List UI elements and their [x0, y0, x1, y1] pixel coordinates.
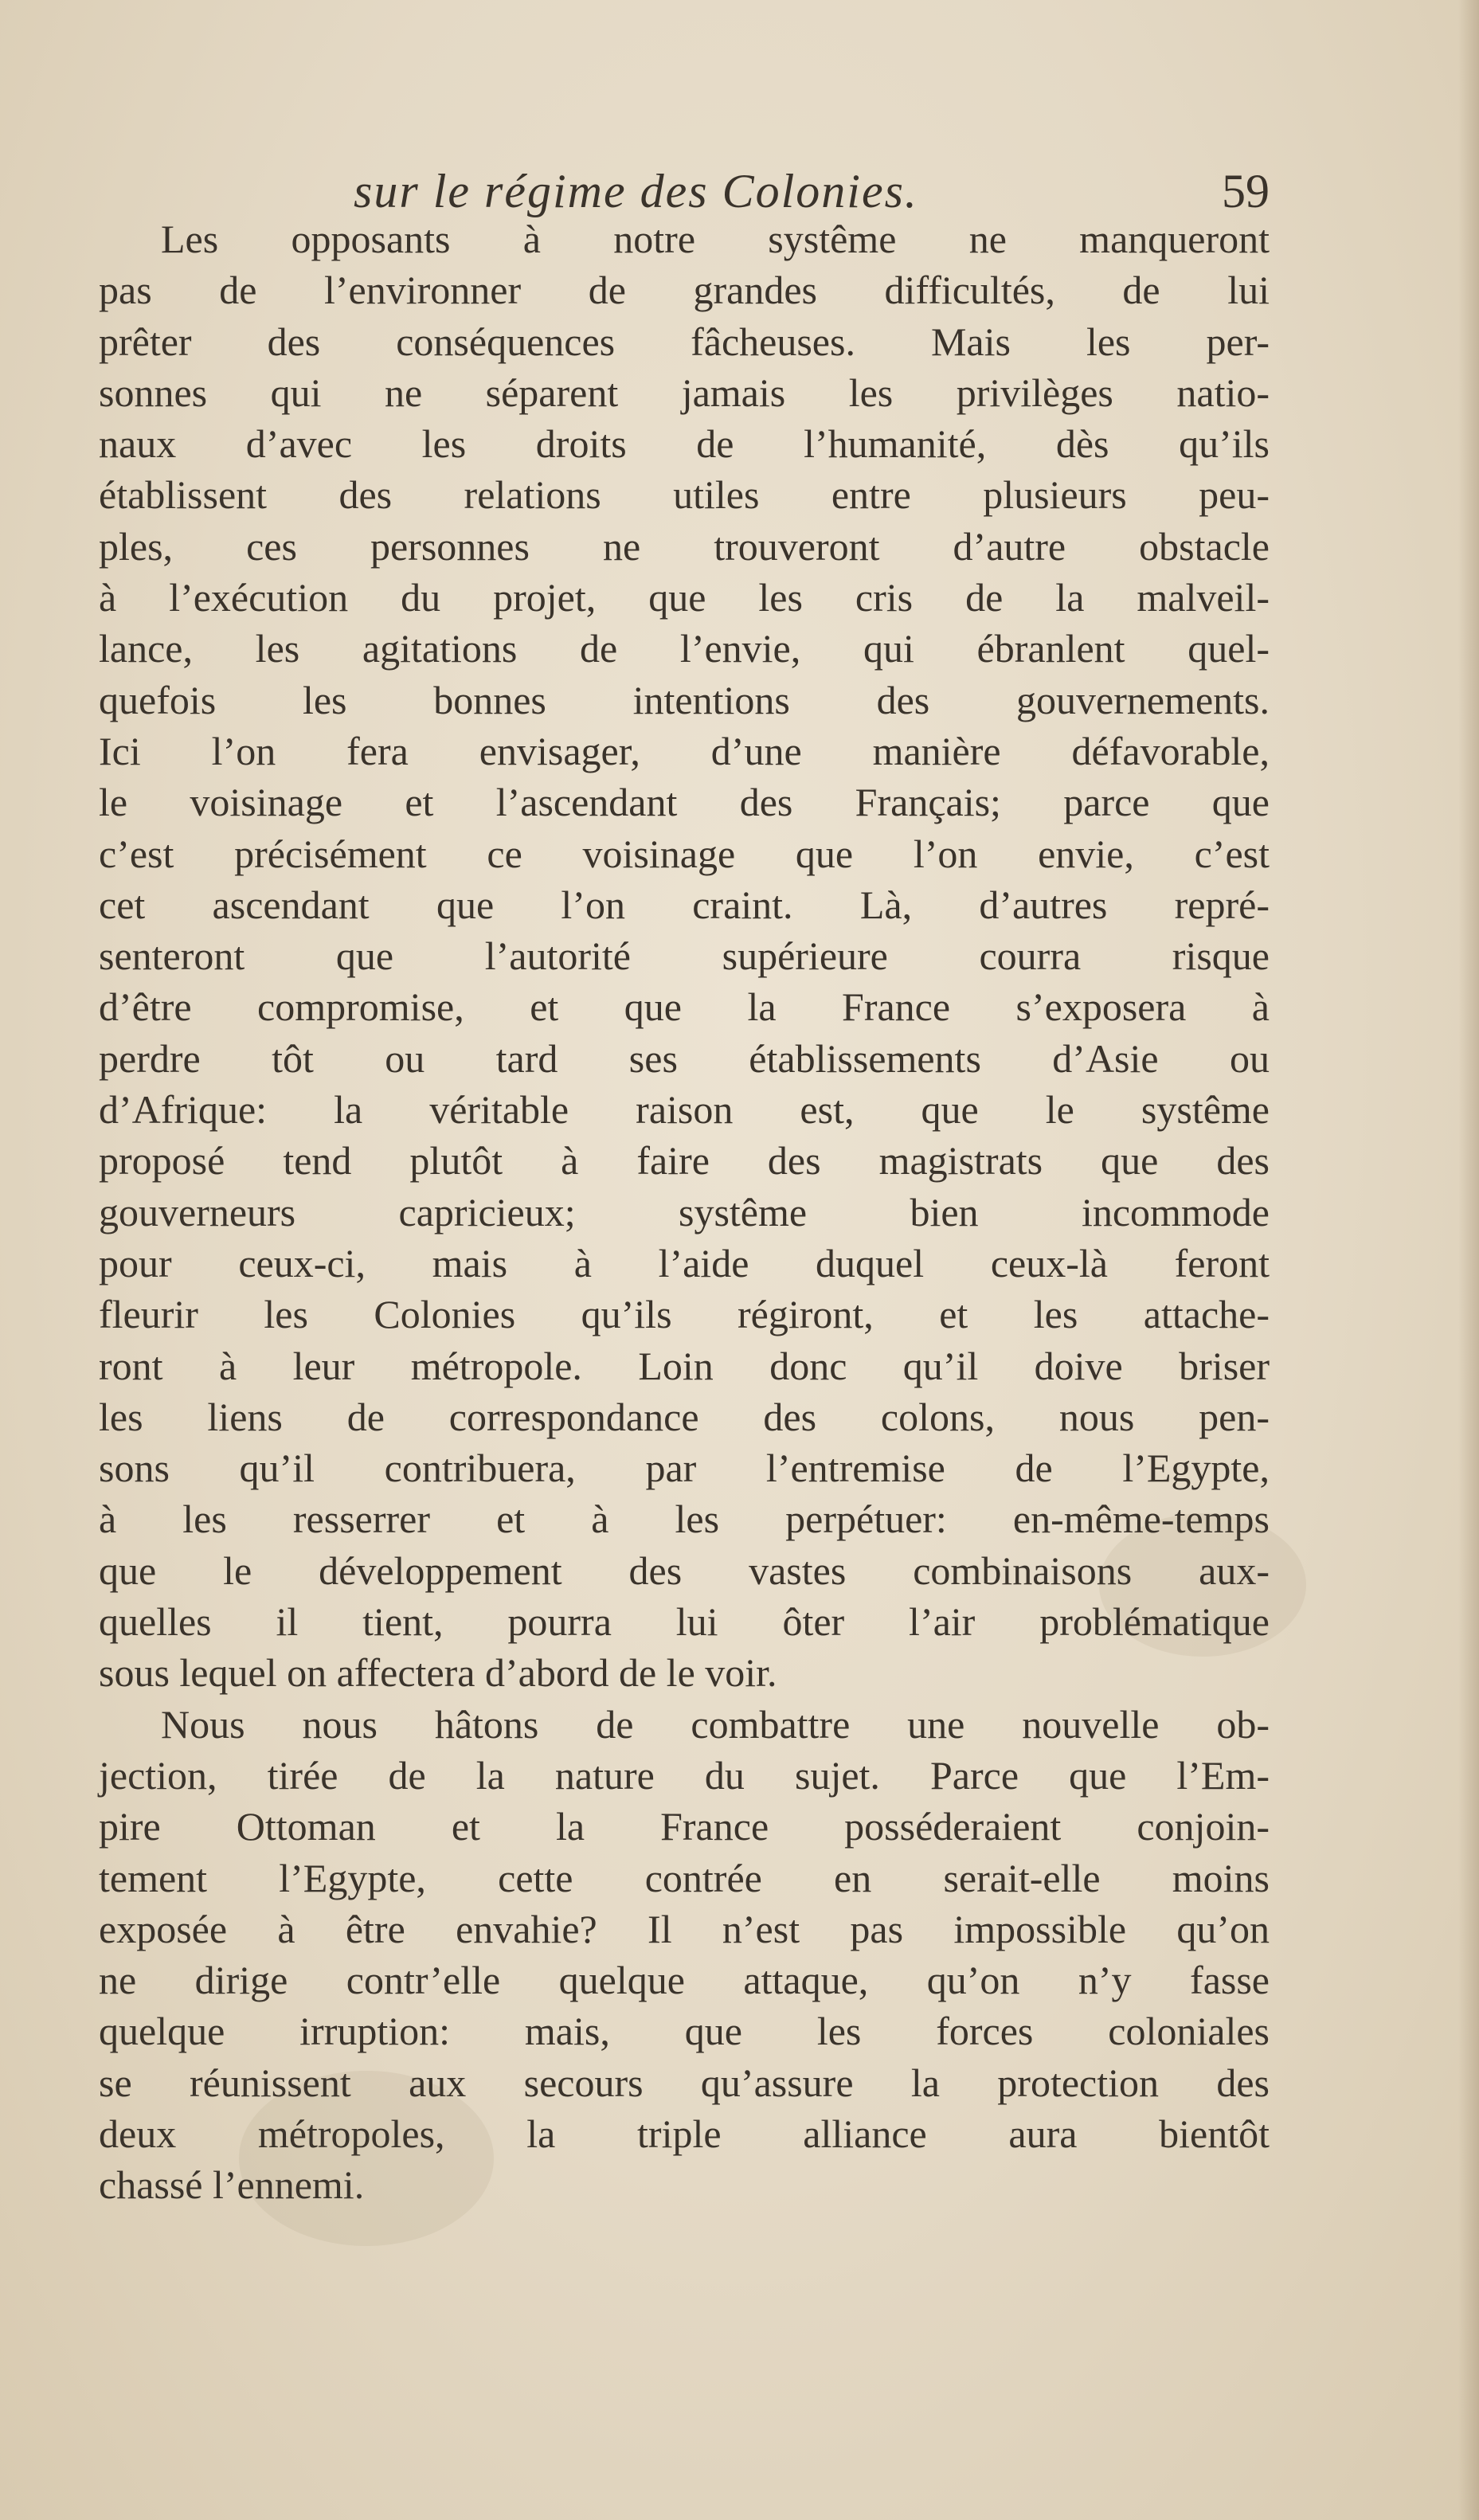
text-line: ront à leur métropole. Loin donc qu’il doive briser [99, 1343, 1270, 1388]
text-line: d’être compromise, et que la France s’exposera à [99, 984, 1270, 1030]
text-line: chassé l’ennemi. [99, 2162, 365, 2208]
text-line: senteront que l’autorité supérieure courra risque [99, 933, 1270, 979]
paragraph-1 [99, 213, 1270, 1699]
text-line: deux métropoles, la triple alliance aura bientôt [99, 2111, 1270, 2156]
text-line: le voisinage et l’ascendant des Français; parce que [99, 780, 1270, 825]
text-line: à l’exécution du projet, que les cris de la malveil- [99, 575, 1270, 620]
text-line: Ici l’on fera envisager, d’une manière défavorable, [99, 728, 1270, 773]
text-line: lance, les agitations de l’envie, qui ébranlent quel- [99, 626, 1270, 671]
text-line: établissent des relations utiles entre plusieurs peu- [99, 472, 1270, 518]
text-line: quelles il tient, pourra lui ôter l’air problématique [99, 1599, 1270, 1645]
text-line: pas de l’environner de grandes difficultés, de lui [99, 268, 1270, 313]
text-line: sons qu’il contribuera, par l’entremise de l’Egypte, [99, 1446, 1270, 1491]
text-line: prêter des conséquences fâcheuses. Mais les per- [99, 319, 1270, 364]
text-line: ne dirige contr’elle quelque attaque, qu’on n’y fasse [99, 1958, 1270, 2003]
text-line: à les resserrer et à les perpétuer: en-même-temps [99, 1497, 1270, 1542]
paragraph-2 [99, 1699, 1270, 2211]
page-edge-shadow [1458, 0, 1479, 2520]
running-title: sur le régime des Colonies. [354, 165, 918, 217]
text-line: naux d’avec les droits de l’humanité, dès qu’ils [99, 421, 1270, 467]
text-line: que le développement des vastes combinaisons aux- [99, 1548, 1270, 1593]
text-line: tement l’Egypte, cette contrée en serait-elle moins [99, 1855, 1270, 1900]
text-line: jection, tirée de la nature du sujet. Parce que l’Em- [99, 1752, 1270, 1798]
text-line: d’Afrique: la véritable raison est, que le systême [99, 1087, 1270, 1133]
text-line: sonnes qui ne séparent jamais les privilèges natio- [99, 370, 1270, 415]
text-line: fleurir les Colonies qu’ils régiront, et les attache- [99, 1292, 1270, 1337]
text-line: c’est précisément ce voisinage que l’on envie, c’est [99, 831, 1270, 876]
page-number: 59 [1222, 165, 1270, 217]
text-line: cet ascendant que l’on craint. Là, d’autres repré- [99, 882, 1270, 927]
text-line: pire Ottoman et la France posséderaient conjoin- [99, 1804, 1270, 1849]
text-line: ples, ces personnes ne trouveront d’autre obstacle [99, 523, 1270, 569]
text-line: pour ceux-ci, mais à l’aide duquel ceux-là feront [99, 1240, 1270, 1285]
text-line: proposé tend plutôt à faire des magistrats que des [99, 1138, 1270, 1184]
text-line: Nous nous hâtons de combattre une nouvelle ob- [161, 1701, 1270, 1747]
text-line: gouverneurs capricieux; systême bien incommode [99, 1189, 1270, 1235]
text-line: exposée à être envahie? Il n’est pas impossible qu’on [99, 1906, 1270, 1951]
body-text [99, 213, 1270, 2211]
text-line: quelque irruption: mais, que les forces coloniales [99, 2009, 1270, 2054]
text-line: sous lequel on affectera d’abord de le voir. [99, 1650, 777, 1696]
text-line: Les opposants à notre systême ne manqueront [161, 217, 1270, 261]
text-line: perdre tôt ou tard ses établissements d’Asie ou [99, 1035, 1270, 1081]
text-line: se réunissent aux secours qu’assure la protection des [99, 2060, 1270, 2105]
text-line: quefois les bonnes intentions des gouvernements. [99, 677, 1270, 722]
text-line: les liens de correspondance des colons, nous pen- [99, 1394, 1270, 1439]
